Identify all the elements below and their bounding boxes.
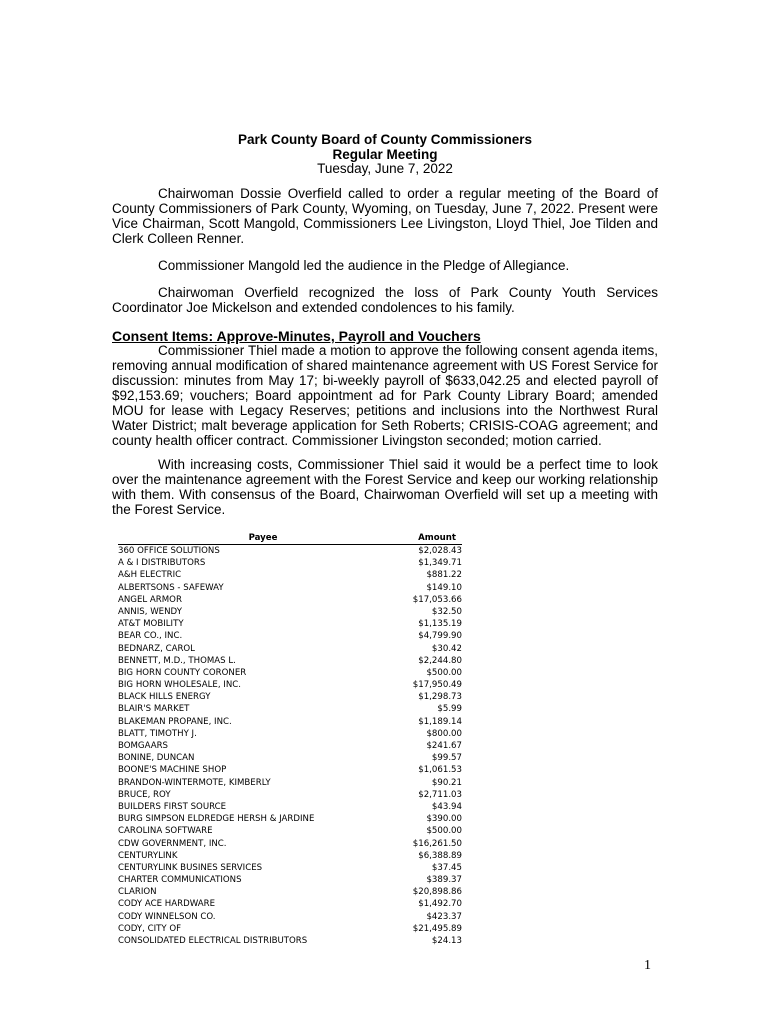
amount-cell: $500.00 (426, 667, 462, 678)
payee-cell: CENTURYLINK (118, 850, 178, 861)
amount-cell: $32.50 (431, 606, 462, 617)
table-row (118, 898, 462, 910)
condolences-paragraph: Chairwoman Overfield recognized the loss of Park County Youth Services Coordinator Joe Mickelson and extended condolences to his family. (112, 285, 658, 315)
table-body (118, 545, 462, 947)
amount-cell: $500.00 (426, 826, 462, 837)
payee-cell: BEAR CO., INC. (118, 631, 183, 642)
amount-cell: $390.00 (426, 814, 462, 825)
payee-cell: A&H ELECTRIC (118, 570, 182, 581)
payee-cell: BRUCE, ROY (118, 789, 171, 800)
amount-cell: $800.00 (426, 728, 462, 739)
payee-cell: A & I DISTRIBUTORS (118, 558, 206, 569)
amount-cell: $423.37 (426, 911, 462, 922)
table-row (118, 740, 462, 752)
payee-cell: CENTURYLINK BUSINES SERVICES (118, 862, 263, 873)
amount-cell: $389.37 (426, 875, 462, 886)
amount-cell: $4,799.90 (418, 631, 462, 642)
table-row (118, 703, 462, 715)
table-row (118, 801, 462, 813)
amount-cell: $37.45 (431, 862, 462, 873)
table-row (118, 850, 462, 862)
payee-cell: BUILDERS FIRST SOURCE (118, 801, 227, 812)
table-row (118, 777, 462, 789)
table-row (118, 764, 462, 776)
payee-cell: BONINE, DUNCAN (118, 753, 195, 764)
table-row (118, 667, 462, 679)
amount-cell: $20,898.86 (412, 887, 462, 898)
table-row (118, 618, 462, 630)
amount-cell: $881.22 (426, 570, 462, 581)
table-row (118, 545, 462, 557)
consent-motion-paragraph: Commissioner Thiel made a motion to approve the following consent agenda items, removing annual modification of shared maintenance agreement with US Forest Service for discussion: minutes from May 17; bi-weekly payroll of $633,042.25 and elected payroll of $92,153.69; vouchers; Board appointment ad for Park County Library Board; amended MOU for lease with Legacy Reserves; petitions and inclusions into the Northwest Rural Water District; malt beverage application for Seth Roberts; CRISIS-COAG agreement; and county health officer contract. Commissioner Livingston seconded; motion carried. (112, 343, 658, 448)
table-row (118, 557, 462, 569)
amount-cell: $17,053.66 (412, 594, 462, 605)
amount-cell: $90.21 (431, 777, 462, 788)
payee-cell: CODY ACE HARDWARE (118, 899, 216, 910)
page-number: 1 (644, 958, 651, 973)
payee-cell: BIG HORN COUNTY CORONER (118, 667, 247, 678)
pledge-paragraph: Commissioner Mangold led the audience in the Pledge of Allegiance. (158, 258, 570, 273)
table-row (118, 825, 462, 837)
amount-cell: $99.57 (431, 753, 462, 764)
table-row (118, 606, 462, 618)
table-row (118, 728, 462, 740)
document-title: Park County Board of County Commissioners (237, 132, 533, 147)
table-row (118, 813, 462, 825)
amount-cell: $2,028.43 (418, 546, 462, 556)
table-row (118, 582, 462, 594)
amount-cell: $149.10 (426, 582, 462, 593)
payee-cell: CAROLINA SOFTWARE (118, 826, 213, 837)
table-row (118, 862, 462, 874)
amount-cell: $1,135.19 (418, 619, 462, 630)
payee-cell: CONSOLIDATED ELECTRICAL DISTRIBUTORS (118, 936, 308, 946)
payee-cell: CODY, CITY OF (118, 923, 182, 934)
payee-cell: BOONE'S MACHINE SHOP (118, 765, 227, 776)
table-row (118, 923, 462, 935)
amount-cell: $5.99 (437, 704, 462, 715)
amount-cell: $21,495.89 (412, 923, 462, 934)
amount-cell: $24.13 (431, 936, 462, 946)
amount-cell: $2,244.80 (418, 655, 462, 666)
amount-cell: $1,061.53 (418, 765, 462, 776)
amount-cell: $17,950.49 (412, 680, 462, 691)
table-row (118, 643, 462, 655)
table-row (118, 789, 462, 801)
amount-cell: $1,349.71 (418, 558, 462, 569)
payee-cell: BLAKEMAN PROPANE, INC. (118, 716, 232, 727)
amount-cell: $43.94 (431, 801, 462, 812)
table-row (118, 935, 462, 947)
payee-cell: CODY WINNELSON CO. (118, 911, 216, 922)
amount-cell: $6,388.89 (418, 850, 462, 861)
payee-cell: BIG HORN WHOLESALE, INC. (118, 680, 241, 691)
table-row (118, 716, 462, 728)
vouchers-table (118, 533, 462, 947)
consent-items-heading: Consent Items: Approve-Minutes, Payroll and Vouchers (112, 328, 481, 344)
table-row (118, 594, 462, 606)
amount-cell: $30.42 (431, 643, 462, 654)
payee-cell: CHARTER COMMUNICATIONS (118, 875, 242, 886)
payee-cell: AT&T MOBILITY (118, 619, 184, 630)
payee-cell: BOMGAARS (118, 741, 169, 751)
amount-cell: $2,711.03 (418, 789, 462, 800)
table-row (118, 838, 462, 850)
payee-cell: BLATT, TIMOTHY J. (118, 728, 197, 739)
forest-service-paragraph: With increasing costs, Commissioner Thiel said it would be a perfect time to look over the maintenance agreement with the Forest Service and keep our working relationship with them. With consensus of the Board, Chairwoman Overfield will set up a meeting with the Forest Service. (112, 457, 658, 517)
payee-cell: CDW GOVERNMENT, INC. (118, 838, 227, 849)
table-row (118, 679, 462, 691)
amount-cell: $241.67 (426, 741, 462, 751)
column-header-amount: Amount (418, 533, 456, 543)
table-row (118, 630, 462, 642)
table-header (118, 533, 462, 545)
amount-cell: $1,298.73 (418, 692, 462, 703)
table-row (118, 752, 462, 764)
payee-cell: ANGEL ARMOR (118, 594, 182, 605)
payee-cell: BENNETT, M.D., THOMAS L. (118, 655, 236, 666)
payee-cell: CLARION (118, 887, 157, 898)
payee-cell: BLACK HILLS ENERGY (118, 692, 211, 703)
call-to-order-paragraph: Chairwoman Dossie Overfield called to order a regular meeting of the Board of County Commissioners of Park County, Wyoming, on Tuesday, June 7, 2022. Present were Vice Chairman, Scott Mangold, Commissioners Lee Livingston, Lloyd Thiel, Joe Tilden and Clerk Colleen Renner. (112, 186, 658, 246)
amount-cell: $1,189.14 (418, 716, 462, 727)
payee-cell: BEDNARZ, CAROL (118, 643, 195, 654)
payee-cell: ALBERTSONS - SAFEWAY (118, 582, 224, 593)
amount-cell: $16,261.50 (412, 838, 462, 849)
table-row (118, 886, 462, 898)
payee-cell: 360 OFFICE SOLUTIONS (118, 546, 220, 556)
payee-cell: BLAIR'S MARKET (118, 704, 190, 715)
table-row (118, 655, 462, 667)
table-row (118, 911, 462, 923)
column-header-payee: Payee (248, 533, 278, 543)
table-row (118, 874, 462, 886)
payee-cell: BRANDON-WINTERMOTE, KIMBERLY (118, 777, 271, 788)
payee-cell: ANNIS, WENDY (118, 606, 182, 617)
table-row (118, 569, 462, 581)
payee-cell: BURG SIMPSON ELDREDGE HERSH & JARDINE (118, 814, 315, 825)
amount-cell: $1,492.70 (418, 899, 462, 910)
table-row (118, 691, 462, 703)
document-subtitle: Regular Meeting (332, 147, 438, 162)
meeting-date: Tuesday, June 7, 2022 (317, 161, 453, 176)
